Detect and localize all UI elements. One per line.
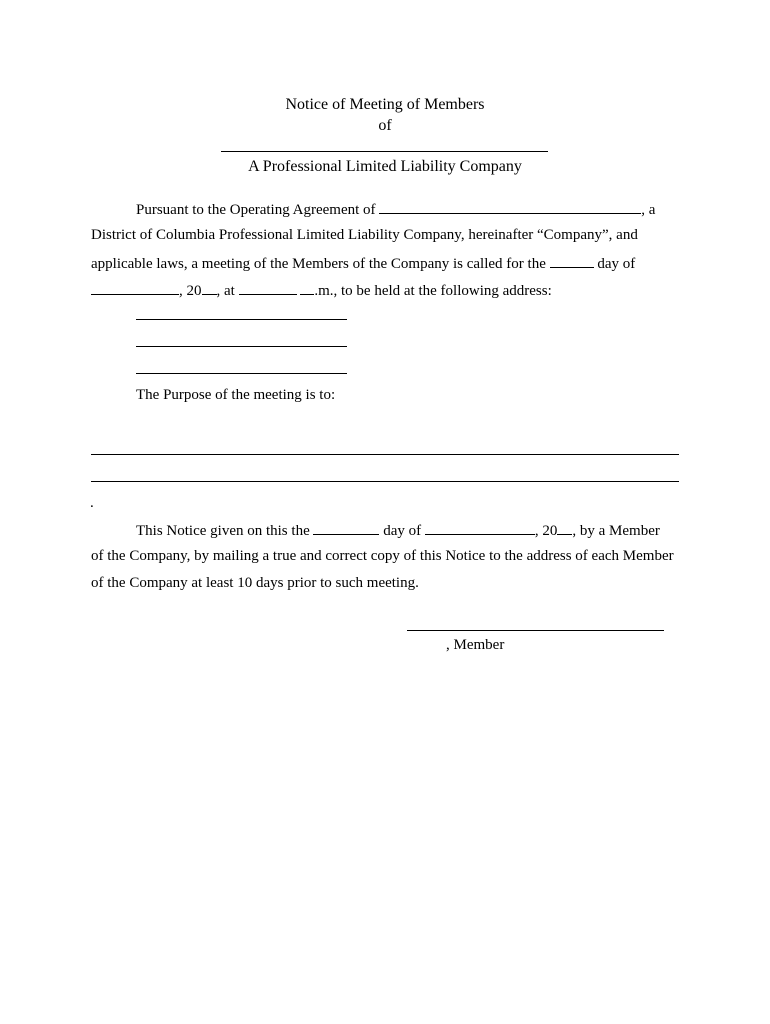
p2-line3: of the Company at least 10 days prior to such meeting.	[91, 575, 419, 591]
p1-at-text: , at	[216, 283, 235, 299]
p2-twenty-text: , 20	[534, 523, 558, 539]
agreement-company-blank[interactable]	[379, 201, 641, 214]
address-line-2[interactable]	[136, 346, 347, 347]
purpose-line-1[interactable]	[91, 454, 679, 455]
meeting-year-blank[interactable]	[202, 282, 217, 295]
p1-line3	[91, 255, 635, 272]
meeting-month-blank[interactable]	[91, 282, 179, 295]
document-title: Notice of Meeting of Members	[285, 96, 485, 113]
member-label: , Member	[446, 637, 505, 653]
address-line-3[interactable]	[136, 373, 347, 374]
signature-line[interactable]	[407, 630, 664, 631]
company-name-blank[interactable]	[221, 151, 548, 152]
p1-day-of-text: day of	[597, 256, 636, 272]
p2-day-of-text: day of	[383, 523, 422, 539]
purpose-line-2[interactable]	[91, 481, 679, 482]
title-of: of	[378, 117, 392, 134]
p1-line3-text: applicable laws, a meeting of the Members of the Company is called for the	[91, 256, 546, 272]
p2-by-text: , by a Member	[572, 523, 660, 539]
purpose-label: The Purpose of the meeting is to:	[136, 387, 336, 403]
p1-line2: District of Columbia Professional Limited Liability Company, hereinafter “Company”, and	[91, 227, 638, 243]
meeting-time-blank[interactable]	[239, 282, 297, 295]
p1-start-text: Pursuant to the Operating Agreement of	[136, 202, 376, 218]
p2-start-text: This Notice given on this the	[136, 523, 310, 539]
p1-line1	[136, 201, 655, 218]
p2-line2: of the Company, by mailing a true and correct copy of this Notice to the address of each Member	[91, 548, 674, 564]
purpose-end-dot: .	[90, 495, 94, 511]
p1-a-text: , a	[641, 202, 656, 218]
notice-day-blank[interactable]	[313, 522, 379, 535]
p1-line4	[91, 282, 552, 299]
p1-twenty-text: , 20	[179, 283, 202, 299]
notice-year-blank[interactable]	[557, 522, 572, 535]
notice-month-blank[interactable]	[425, 522, 535, 535]
meeting-ampm-blank[interactable]	[300, 282, 314, 295]
p2-line1	[136, 522, 660, 539]
address-line-1[interactable]	[136, 319, 347, 320]
meeting-day-blank[interactable]	[550, 255, 594, 268]
p1-m-text: .m., to be held at the following address:	[314, 283, 552, 299]
company-type-subtitle: A Professional Limited Liability Company	[248, 158, 522, 175]
